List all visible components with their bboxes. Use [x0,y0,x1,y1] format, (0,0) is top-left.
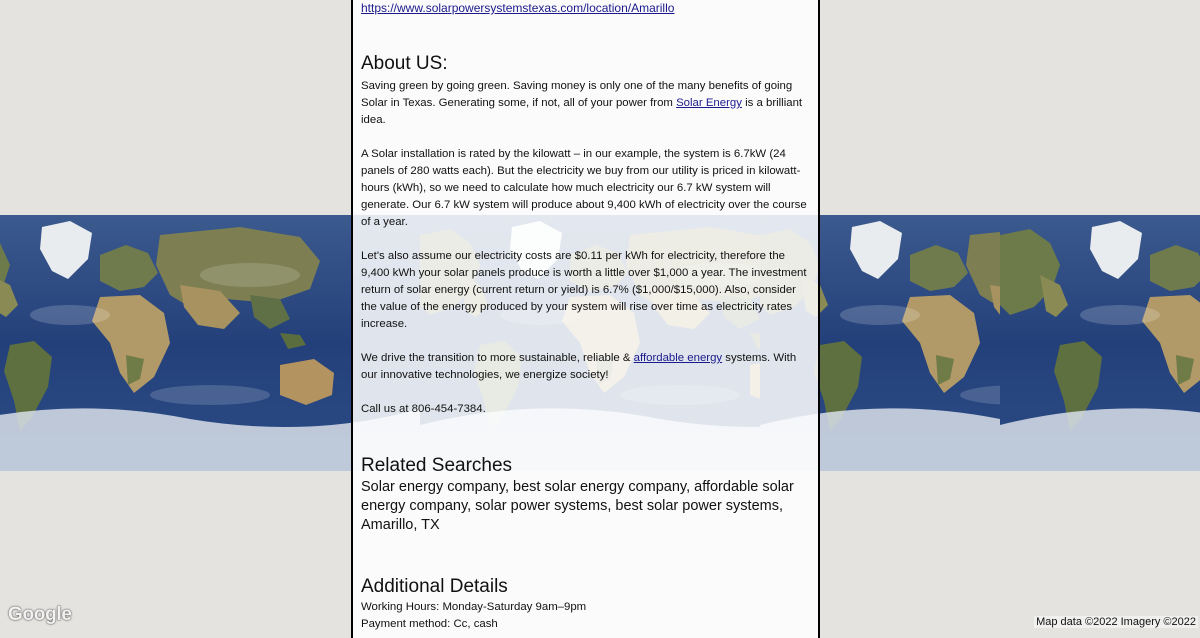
about-p1-text-a: Saving green by going green. Saving money is only one of the many benefits of going Solar in Texas. Generating some, if not, all of your power from [361,80,793,109]
map-attribution[interactable]: Map data ©2022 Imagery ©2022 [1036,616,1196,628]
related-searches-text: Solar energy company, best solar energy company, affordable solar energy company, solar power systems, best solar power systems, Amarillo, TX [361,479,794,533]
payment-method: Payment method: Cc, cash [361,618,498,630]
phone-paragraph: Call us at 806-454-7384. [361,403,486,415]
about-paragraph-1 [361,78,813,129]
working-hours: Working Hours: Monday-Saturday 9am–9pm [361,601,587,613]
about-heading: About US: [361,53,448,74]
about-p1-text-b: is a brilliant idea. [361,97,803,126]
about-p4-text-b: systems. With our innovative technologies, we energize society! [361,352,797,381]
solar-energy-link[interactable]: Solar Energy [676,97,742,109]
about-paragraph-3: Let's also assume our electricity costs are $0.11 per kWh for electricity, therefore the 9,400 kWh your solar panels produce is worth a little over $1,000 a year. The investment return of solar energy (current return or yield) is 6.7% ($1,000/$15,000). Also, consider the value of the energy produced by your system will rise over time as electricity rates increase. [361,250,807,330]
about-paragraph-2: A Solar installation is rated by the kilowatt – in our example, the system is 6.7kW (24 panels of 280 watts each). But the electricity we buy from our utility is priced in kilowatt-hours (kWh), so we need to calculate how much electricity our 6.7 kW system will generate. Our 6.7 kW system will produce about 9,400 kWh of electricity over the course of a year. [361,148,807,228]
about-p4-text-a: We drive the transition to more sustainable, reliable & [361,352,634,364]
additional-details-heading: Additional Details [361,576,508,597]
website-link[interactable]: https://www.solarpowersystemstexas.com/location/Amarillo [361,1,675,15]
about-paragraph-4 [361,350,813,384]
location-info-panel [351,0,820,638]
affordable-energy-link[interactable]: affordable energy [633,352,723,364]
related-searches-heading: Related Searches [361,455,513,476]
google-logo[interactable]: Google [8,604,72,625]
